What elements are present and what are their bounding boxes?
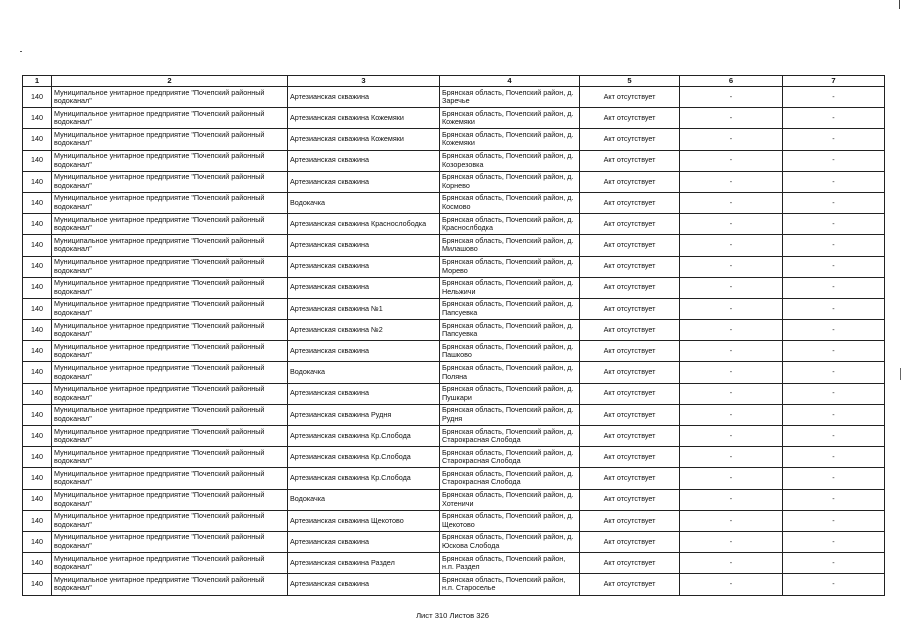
cell-object: Артезианская скважина [288,87,440,108]
cell-address: Брянская область, Почепский район, д. Краснослбодка [440,214,580,235]
cell-object: Водокачка [288,192,440,213]
cell-organization: Муниципальное унитарное предприятие "Почепский районный водоканал" [52,468,288,489]
cell-col7: - [783,404,885,425]
cell-organization: Муниципальное унитарное предприятие "Почепский районный водоканал" [52,383,288,404]
cell-organization: Муниципальное унитарное предприятие "Почепский районный водоканал" [52,447,288,468]
cell-act: Акт отсутствует [580,150,680,171]
cell-organization: Муниципальное унитарное предприятие "Почепский районный водоканал" [52,510,288,531]
cell-col7: - [783,171,885,192]
cell-number: 140 [23,531,52,552]
cell-number: 140 [23,298,52,319]
cell-organization: Муниципальное унитарное предприятие "Почепский районный водоканал" [52,404,288,425]
cell-address: Брянская область, Почепский район, д. Старокрасная Слобода [440,426,580,447]
cell-act: Акт отсутствует [580,256,680,277]
table-row [23,362,885,383]
cell-object: Артезианская скважина [288,150,440,171]
cell-col7: - [783,362,885,383]
cell-act: Акт отсутствует [580,235,680,256]
cell-organization: Муниципальное унитарное предприятие "Почепский районный водоканал" [52,129,288,150]
table-row [23,468,885,489]
cell-col6: - [680,468,783,489]
cell-col6: - [680,214,783,235]
table-row [23,320,885,341]
cell-col7: - [783,87,885,108]
register-table [22,75,885,596]
cell-number: 140 [23,129,52,150]
cell-act: Акт отсутствует [580,404,680,425]
table-row [23,531,885,552]
cell-act: Акт отсутствует [580,277,680,298]
cell-act: Акт отсутствует [580,510,680,531]
table-body [23,87,885,596]
cell-organization: Муниципальное унитарное предприятие "Почепский районный водоканал" [52,362,288,383]
cell-organization: Муниципальное унитарное предприятие "Почепский районный водоканал" [52,277,288,298]
cell-act: Акт отсутствует [580,87,680,108]
table-row [23,214,885,235]
cell-col7: - [783,489,885,510]
cell-number: 140 [23,574,52,595]
cell-number: 140 [23,404,52,425]
table-row [23,553,885,574]
cell-act: Акт отсутствует [580,383,680,404]
column-header-4: 4 [440,76,580,87]
cell-organization: Муниципальное унитарное предприятие "Почепский районный водоканал" [52,214,288,235]
cell-act: Акт отсутствует [580,468,680,489]
table-row [23,87,885,108]
cell-object: Артезианская скважина Кожемяки [288,129,440,150]
cell-col6: - [680,510,783,531]
cell-organization: Муниципальное унитарное предприятие "Почепский районный водоканал" [52,235,288,256]
cell-col6: - [680,447,783,468]
page-counter: Лист 310 Листов 326 [416,611,489,620]
table-row [23,383,885,404]
cell-address: Брянская область, Почепский район, д. Кожемяки [440,108,580,129]
cell-address: Брянская область, Почепский район, д. Юскова Слобода [440,531,580,552]
cell-col6: - [680,171,783,192]
cell-object: Артезианская скважина [288,341,440,362]
cell-organization: Муниципальное унитарное предприятие "Почепский районный водоканал" [52,87,288,108]
table-row [23,277,885,298]
cell-col6: - [680,531,783,552]
cell-organization: Муниципальное унитарное предприятие "Почепский районный водоканал" [52,320,288,341]
column-header-3: 3 [288,76,440,87]
table-row [23,426,885,447]
cell-address: Брянская область, Почепский район, д. Козорезовка [440,150,580,171]
cell-address: Брянская область, Почепский район, д. Поляна [440,362,580,383]
cell-object: Артезианская скважина [288,171,440,192]
cell-organization: Муниципальное унитарное предприятие "Почепский районный водоканал" [52,531,288,552]
cell-object: Водокачка [288,362,440,383]
cell-object: Артезианская скважина Раздел [288,553,440,574]
table-row [23,108,885,129]
table-row [23,298,885,319]
cell-organization: Муниципальное унитарное предприятие "Почепский районный водоканал" [52,553,288,574]
cell-organization: Муниципальное унитарное предприятие "Почепский районный водоканал" [52,192,288,213]
cell-object: Артезианская скважина Краснослободка [288,214,440,235]
cell-organization: Муниципальное унитарное предприятие "Почепский районный водоканал" [52,171,288,192]
cell-act: Акт отсутствует [580,531,680,552]
cell-number: 140 [23,192,52,213]
cell-organization: Муниципальное унитарное предприятие "Почепский районный водоканал" [52,574,288,595]
cell-number: 140 [23,214,52,235]
cell-col7: - [783,108,885,129]
cell-address: Брянская область, Почепский район, д. Рудня [440,404,580,425]
cell-address: Брянская область, Почепский район, д. Щекотово [440,510,580,531]
cell-object: Артезианская скважина [288,383,440,404]
cell-address: Брянская область, Почепский район, д. Старокрасная Слобода [440,468,580,489]
cell-object: Артезианская скважина №2 [288,320,440,341]
column-header-7: 7 [783,76,885,87]
cell-number: 140 [23,235,52,256]
column-header-5: 5 [580,76,680,87]
cell-object: Водокачка [288,489,440,510]
cell-organization: Муниципальное унитарное предприятие "Почепский районный водоканал" [52,298,288,319]
cell-col7: - [783,531,885,552]
cell-act: Акт отсутствует [580,553,680,574]
cell-address: Брянская область, Почепский район, д. Космово [440,192,580,213]
cell-number: 140 [23,447,52,468]
cell-col7: - [783,235,885,256]
cell-col7: - [783,129,885,150]
cell-object: Артезианская скважина [288,235,440,256]
cell-col6: - [680,87,783,108]
cell-col7: - [783,510,885,531]
cell-col7: - [783,468,885,489]
cell-number: 140 [23,171,52,192]
cell-col7: - [783,256,885,277]
cell-act: Акт отсутствует [580,362,680,383]
cell-col6: - [680,341,783,362]
cell-col7: - [783,150,885,171]
cell-col6: - [680,426,783,447]
cell-number: 140 [23,489,52,510]
cell-col6: - [680,256,783,277]
cell-col6: - [680,320,783,341]
cell-address: Брянская область, Почепский район, д. Папсуевка [440,320,580,341]
cell-number: 140 [23,87,52,108]
cell-object: Артезианская скважина Щекотово [288,510,440,531]
cell-address: Брянская область, Почепский район, д. Пушкари [440,383,580,404]
scan-speck [20,51,22,52]
cell-col7: - [783,383,885,404]
column-header-1: 1 [23,76,52,87]
cell-number: 140 [23,277,52,298]
table-row [23,510,885,531]
cell-number: 140 [23,510,52,531]
table-row [23,171,885,192]
cell-act: Акт отсутствует [580,298,680,319]
cell-object: Артезианская скважина [288,277,440,298]
cell-organization: Муниципальное унитарное предприятие "Почепский районный водоканал" [52,489,288,510]
cell-col7: - [783,447,885,468]
cell-act: Акт отсутствует [580,574,680,595]
cell-object: Артезианская скважина Кр.Слобода [288,447,440,468]
cell-number: 140 [23,383,52,404]
cell-act: Акт отсутствует [580,192,680,213]
cell-act: Акт отсутствует [580,320,680,341]
cell-address: Брянская область, Почепский район, д. Морево [440,256,580,277]
table-row [23,150,885,171]
cell-number: 140 [23,362,52,383]
cell-number: 140 [23,341,52,362]
table-row [23,192,885,213]
cell-address: Брянская область, Почепский район, д. Милашово [440,235,580,256]
cell-col6: - [680,574,783,595]
table-row [23,256,885,277]
cell-col7: - [783,553,885,574]
table-row [23,129,885,150]
cell-address: Брянская область, Почепский район, д. Старокрасная Слобода [440,447,580,468]
cell-col6: - [680,277,783,298]
cell-object: Артезианская скважина [288,574,440,595]
cell-col7: - [783,214,885,235]
cell-col6: - [680,489,783,510]
cell-object: Артезианская скважина Кожемяки [288,108,440,129]
cell-address: Брянская область, Почепский район, д. Пашково [440,341,580,362]
cell-object: Артезианская скважина Рудня [288,404,440,425]
cell-col6: - [680,235,783,256]
cell-col6: - [680,298,783,319]
cell-col6: - [680,362,783,383]
cell-organization: Муниципальное унитарное предприятие "Почепский районный водоканал" [52,108,288,129]
cell-col7: - [783,574,885,595]
cell-object: Артезианская скважина Кр.Слобода [288,426,440,447]
table-row [23,489,885,510]
cell-col6: - [680,553,783,574]
cell-col7: - [783,192,885,213]
cell-number: 140 [23,108,52,129]
cell-act: Акт отсутствует [580,447,680,468]
cell-number: 140 [23,426,52,447]
cell-address: Брянская область, Почепский район, д. Нельжичи [440,277,580,298]
cell-number: 140 [23,320,52,341]
cell-act: Акт отсутствует [580,214,680,235]
cell-address: Брянская область, Почепский район, д. Папсуевка [440,298,580,319]
cell-address: Брянская область, Почепский район, д. Кожемяки [440,129,580,150]
cell-col7: - [783,426,885,447]
cell-col7: - [783,298,885,319]
cell-address: Брянская область, Почепский район, д. Корнево [440,171,580,192]
cell-address: Брянская область, Почепский район, д. Заречье [440,87,580,108]
cell-object: Артезианская скважина [288,256,440,277]
cell-address: Брянская область, Почепский район, н.п. Раздел [440,553,580,574]
cell-col6: - [680,108,783,129]
cell-col7: - [783,341,885,362]
cell-act: Акт отсутствует [580,426,680,447]
cell-object: Артезианская скважина №1 [288,298,440,319]
cell-organization: Муниципальное унитарное предприятие "Почепский районный водоканал" [52,150,288,171]
cell-object: Артезианская скважина Кр.Слобода [288,468,440,489]
cell-col7: - [783,277,885,298]
scan-edge-mark [899,0,900,9]
cell-col7: - [783,320,885,341]
table-row [23,341,885,362]
cell-organization: Муниципальное унитарное предприятие "Почепский районный водоканал" [52,426,288,447]
cell-col6: - [680,150,783,171]
table-row [23,447,885,468]
cell-act: Акт отсутствует [580,341,680,362]
cell-col6: - [680,129,783,150]
cell-number: 140 [23,468,52,489]
column-header-2: 2 [52,76,288,87]
cell-col6: - [680,383,783,404]
cell-act: Акт отсутствует [580,171,680,192]
cell-address: Брянская область, Почепский район, н.п. Старосельe [440,574,580,595]
table-row [23,235,885,256]
header-row [23,76,885,87]
cell-act: Акт отсутствует [580,129,680,150]
table-row [23,404,885,425]
cell-act: Акт отсутствует [580,489,680,510]
table-row [23,574,885,595]
cell-organization: Муниципальное унитарное предприятие "Почепский районный водоканал" [52,341,288,362]
column-header-6: 6 [680,76,783,87]
cell-col6: - [680,192,783,213]
cell-object: Артезианская скважина [288,531,440,552]
cell-number: 140 [23,150,52,171]
cell-number: 140 [23,553,52,574]
cell-organization: Муниципальное унитарное предприятие "Почепский районный водоканал" [52,256,288,277]
cell-col6: - [680,404,783,425]
cell-act: Акт отсутствует [580,108,680,129]
cell-address: Брянская область, Почепский район, д. Хотеничи [440,489,580,510]
cell-number: 140 [23,256,52,277]
scan-edge-mark [900,368,901,380]
